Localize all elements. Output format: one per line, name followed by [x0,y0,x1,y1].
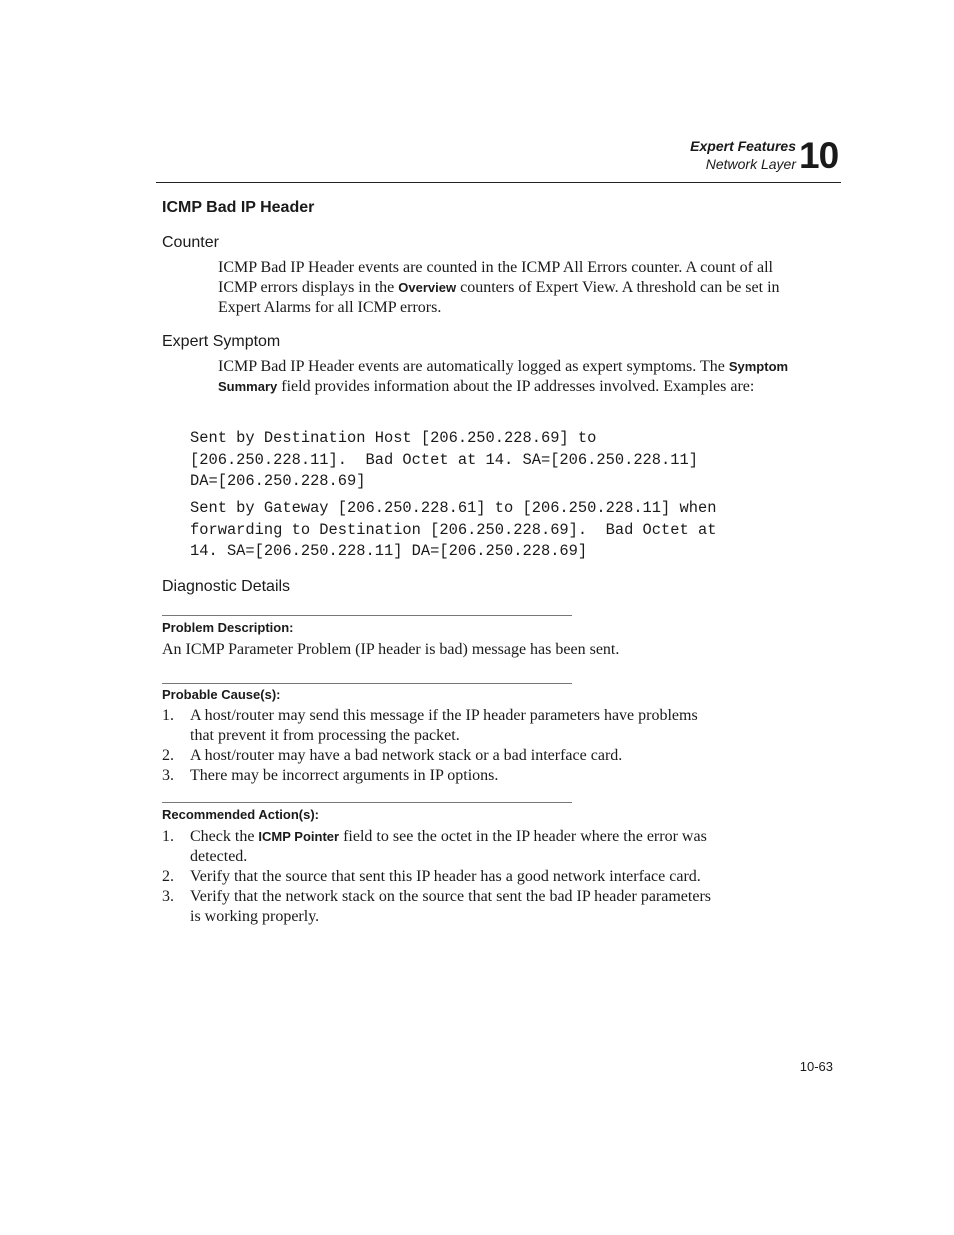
problem-divider [162,615,572,616]
cause-label: Probable Cause(s): [162,687,281,702]
page-number: 10-63 [799,1059,833,1074]
cause-list [162,706,722,786]
symptom-text-before: ICMP Bad IP Header events are automatically logged as expert symptoms. The [218,358,729,375]
counter-heading: Counter [162,234,219,251]
counter-text-before: ICMP Bad IP Header events are counted in the ICMP All Errors counter. A count of all ICMP errors displays in the [218,259,773,296]
header-divider [156,182,841,183]
counter-text-after: counters of Expert View. A threshold can be set in Expert Alarms for all ICMP errors. [218,279,780,316]
list-item: 2. Verify that the source that sent this IP header has a good network interface card. [162,868,701,885]
diagnostic-heading: Diagnostic Details [162,578,291,595]
expert-symptom-heading: Expert Symptom [162,333,281,350]
action-divider [162,802,572,803]
list-item: 3. Verify that the network stack on the source that sent the bad IP header parameters is working properly. [162,888,711,925]
list-item: 1. A host/router may send this message if the IP header parameters have problems that prevent it from processing the packet. [162,707,698,744]
icmp-pointer-term: ICMP Pointer [258,829,340,844]
symptom-text-after: field provides information about the IP addresses involved. Examples are: [277,378,755,395]
action-list [162,827,722,927]
header-subsection-title: Network Layer [705,156,796,172]
header-section-title: Expert Features [690,138,796,154]
chapter-number: 10 [799,135,839,176]
page-title: ICMP Bad IP Header [162,199,315,216]
running-header [690,137,796,173]
action-label: Recommended Action(s): [162,807,319,822]
cause-divider [162,683,572,684]
problem-text: An ICMP Parameter Problem (IP header is bad) message has been sent. [162,641,620,658]
symptom-summary-term: Symptom Summary [218,359,789,394]
problem-label: Problem Description: [162,620,294,635]
list-item: 2. A host/router may have a bad network stack or a bad interface card. [162,747,623,764]
code-example-2: Sent by Gateway [206.250.228.61] to [206.250.228.11] when forwarding to Destination [206.250.228.69]. Bad Octet at 14. SA=[206.250.228.11] DA=[206.250.228.69] [190,499,717,560]
code-example-1: Sent by Destination Host [206.250.228.69] to [206.250.228.11]. Bad Octet at 14. SA=[206.250.228.11] DA=[206.250.228.69] [190,429,698,490]
list-item: 3. There may be incorrect arguments in IP options. [162,767,499,784]
counter-paragraph [218,258,798,318]
expert-symptom-paragraph [218,357,798,397]
list-item: 1. Check the ICMP Pointer field to see the octet in the IP header where the error was detected. [162,828,707,865]
overview-term: Overview [398,280,457,295]
